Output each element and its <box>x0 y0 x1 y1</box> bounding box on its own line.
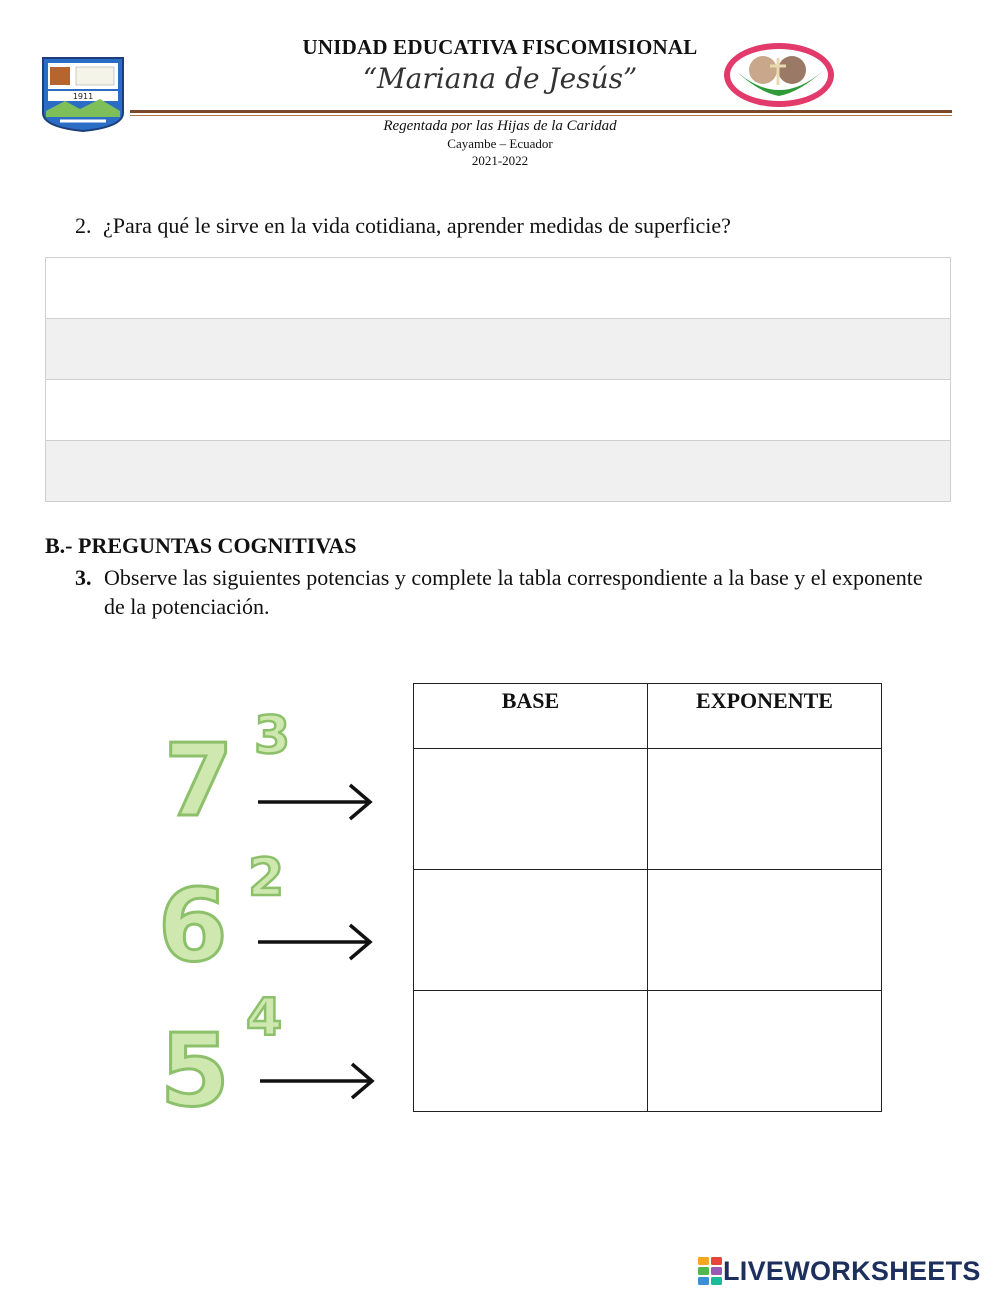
base-answer-cell[interactable] <box>414 870 648 991</box>
question-3 <box>75 563 945 621</box>
institution-name: UNIDAD EDUCATIVA FISCOMISIONAL <box>302 35 698 59</box>
question-2 <box>75 213 731 239</box>
power-5-4 <box>160 988 372 1125</box>
power-exponent: 2 <box>248 848 285 908</box>
power-exponent: 3 <box>254 706 291 766</box>
base-exponent-table <box>413 683 882 1112</box>
power-base: 5 <box>160 1012 230 1125</box>
arrow-icon <box>258 785 370 819</box>
power-6-2 <box>158 848 370 984</box>
question-2-text: ¿Para qué le sirve en la vida cotidiana, aprender medidas de superficie? <box>103 213 731 238</box>
header-divider <box>130 110 952 113</box>
answer-line-1[interactable] <box>46 258 950 319</box>
question-3-text: Observe las siguientes potencias y complete la tabla correspondiente a la base y el exponente de la potenciación. <box>104 565 923 619</box>
power-exponent: 4 <box>246 988 283 1048</box>
regency-text: Regentada por las Hijas de la Caridad <box>383 118 617 134</box>
power-base: 6 <box>158 867 228 984</box>
religious-emblem-logo <box>720 40 838 110</box>
table-row <box>414 991 882 1112</box>
question-2-answer-area[interactable] <box>45 257 951 502</box>
arrow-icon <box>258 925 370 959</box>
table-row <box>414 870 882 991</box>
svg-text:1911: 1911 <box>72 92 94 101</box>
table-header-row <box>414 684 882 749</box>
liveworksheets-watermark <box>697 1254 981 1288</box>
liveworksheets-brand: LIVEWORKSHEETS <box>723 1255 981 1286</box>
question-3-number: 3. <box>75 565 92 590</box>
question-2-number: 2. <box>75 213 92 238</box>
answer-line-4[interactable] <box>46 441 950 501</box>
exponent-answer-cell[interactable] <box>648 870 882 991</box>
location-text: Cayambe – Ecuador <box>447 136 553 151</box>
header-subtitle <box>0 118 1000 169</box>
school-year: 2021-2022 <box>471 153 529 168</box>
arrow-icon <box>260 1064 372 1098</box>
column-header-base: BASE <box>414 684 648 749</box>
power-base: 7 <box>164 722 234 839</box>
powers-figure <box>150 705 390 1125</box>
column-header-exponent: EXPONENTE <box>648 684 882 749</box>
base-answer-cell[interactable] <box>414 991 648 1112</box>
answer-line-2[interactable] <box>46 319 950 380</box>
header-divider-thin <box>130 115 952 116</box>
section-b-title: B.- PREGUNTAS COGNITIVAS <box>45 533 357 558</box>
exponent-answer-cell[interactable] <box>648 991 882 1112</box>
power-7-3 <box>164 706 370 839</box>
table-row <box>414 749 882 870</box>
base-answer-cell[interactable] <box>414 749 648 870</box>
exponent-answer-cell[interactable] <box>648 749 882 870</box>
answer-line-3[interactable] <box>46 380 950 441</box>
liveworksheets-logo-icon <box>697 1256 723 1286</box>
school-motto: “Mariana de Jesús” <box>362 62 638 95</box>
